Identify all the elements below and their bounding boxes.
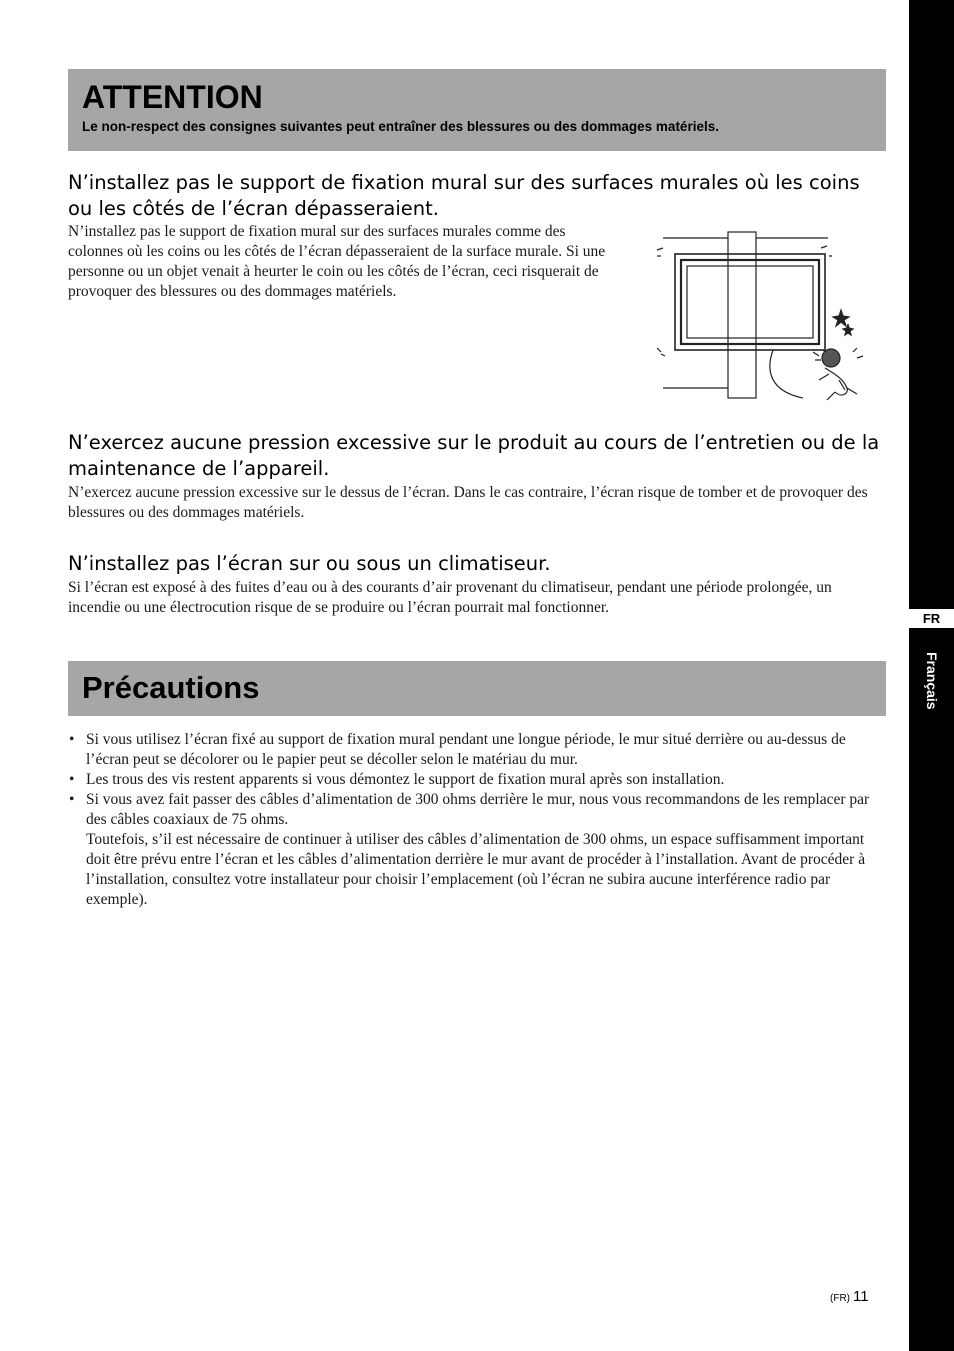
section-body-wall-surface: N’installez pas le support de fixation mural sur des surfaces murales comme des colonnes où les coins ou les côtés de l’écran dépasseraient de la surface murale. Si une personne ou un objet venait à heurter le coin ou les côtés de l’écran, ceci risquerait de provoquer des blessures ou des dommages matériels. — [68, 223, 606, 300]
attention-title: ATTENTION — [82, 79, 263, 115]
section-heading-pressure: N’exercez aucune pression excessive sur le produit au cours de l’entretien ou de la maintenance de l’appareil. — [68, 431, 880, 480]
section-heading-wall-surface: N’installez pas le support de fixation mural sur des surfaces murales où les coins ou les côtés de l’écran dépasseraient. — [68, 171, 860, 220]
precautions-banner — [68, 661, 886, 716]
section-body-air-conditioner: Si l’écran est exposé à des fuites d’eau ou à des courants d’air provenant du climatiseur, pendant une période prolongée, un incendie ou une électrocution risque de se produire ou l’écran pourrait mal fonctionner. — [68, 579, 832, 616]
attention-banner — [68, 69, 886, 151]
language-name-label: Français — [924, 652, 940, 710]
page-code: (FR) — [830, 1293, 850, 1304]
section-heading-air-conditioner: N’installez pas l’écran sur ou sous un climatiseur. — [68, 552, 551, 575]
list-item-text: Si vous avez fait passer des câbles d’alimentation de 300 ohms derrière le mur, nous vous recommandons de les remplacer par des câbles coaxiaux de 75 ohms. — [86, 791, 870, 828]
language-code-tab: FR — [909, 609, 954, 628]
wall-mount-warning-illustration — [653, 228, 873, 410]
list-item — [68, 790, 880, 910]
list-item: • Si vous utilisez l’écran fixé au support de fixation mural pendant une longue période, le mur situé derrière ou au-dessus de l’écran peut se décolorer ou le papier peut se décoller selon le matériau du mur. — [68, 730, 880, 770]
list-item-note: Toutefois, s’il est nécessaire de continuer à utiliser des câbles d’alimentation de 300 ohms, un espace suffisamment important doit être prévu entre l’écran et les câbles d’alimentation derrière le mur avant de procéder à l’installation. Avant de procéder à l’installation, consultez votre installateur pour choisir l’emplacement (où l’écran ne subira aucune interférence radio par exemple). — [86, 831, 866, 908]
list-item: • Les trous des vis restent apparents si vous démontez le support de fixation mural après son installation. — [68, 770, 880, 790]
precautions-list — [68, 730, 880, 910]
page-footer — [830, 1288, 869, 1306]
page-number: 11 — [853, 1288, 869, 1305]
precautions-title: Précautions — [82, 670, 260, 705]
attention-subtitle: Le non-respect des consignes suivantes peut entraîner des blessures ou des dommages matériels. — [82, 119, 719, 134]
section-body-pressure: N’exercez aucune pression excessive sur le dessus de l’écran. Dans le cas contraire, l’écran risque de tomber et de provoquer des blessures ou des dommages matériels. — [68, 484, 868, 521]
